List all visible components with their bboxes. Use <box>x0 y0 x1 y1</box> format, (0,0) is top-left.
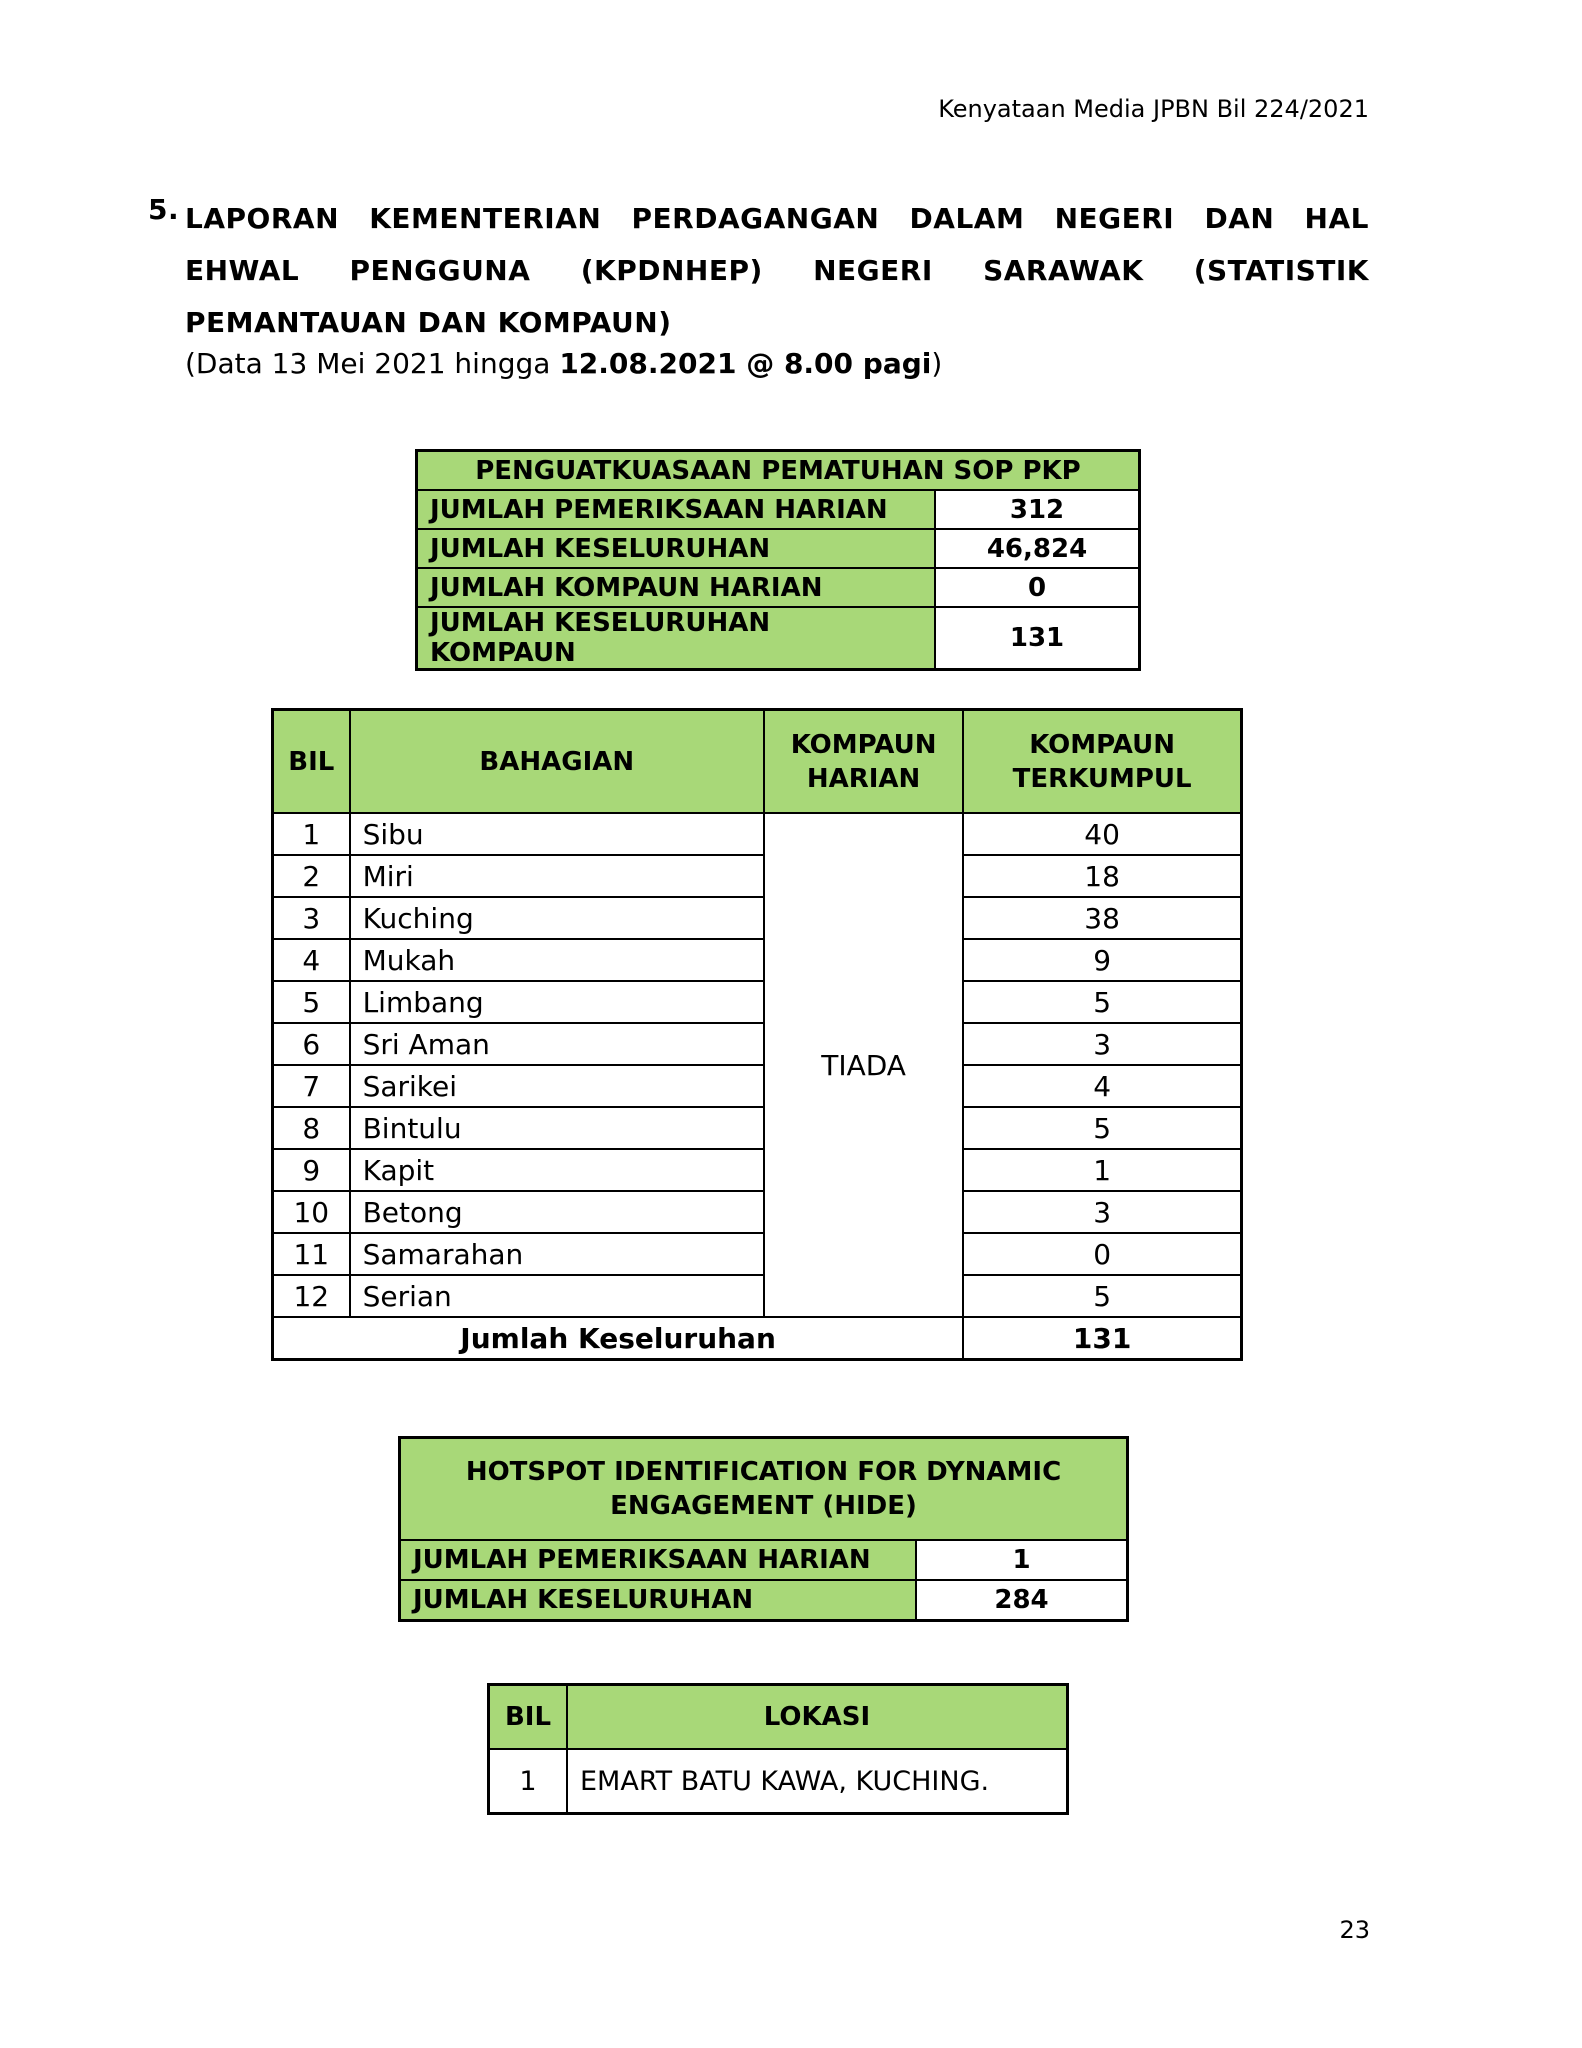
sop-row-value: 131 <box>935 607 1140 670</box>
sop-enforcement-table <box>415 449 1141 671</box>
sop-row-value: 0 <box>935 568 1140 607</box>
hide-row-value: 284 <box>916 1580 1128 1621</box>
cell-terkumpul: 4 <box>963 1065 1241 1107</box>
bahagian-compound-table <box>271 708 1243 1361</box>
cell-terkumpul: 40 <box>963 813 1241 855</box>
cell-bahagian: Betong <box>350 1191 764 1233</box>
subtitle-date: 12.08.2021 @ 8.00 pagi <box>559 347 932 380</box>
table-row <box>273 897 1242 939</box>
cell-terkumpul: 9 <box>963 939 1241 981</box>
page-number: 23 <box>1339 1916 1370 1944</box>
cell-bahagian: Serian <box>350 1275 764 1317</box>
cell-bil: 7 <box>273 1065 350 1107</box>
table-row <box>273 1149 1242 1191</box>
table-row <box>417 529 1140 568</box>
table-row <box>273 813 1242 855</box>
cell-bahagian: Mukah <box>350 939 764 981</box>
cell-bil: 1 <box>489 1749 568 1814</box>
cell-bil: 6 <box>273 1023 350 1065</box>
table-row <box>400 1580 1128 1621</box>
cell-bahagian: Sri Aman <box>350 1023 764 1065</box>
section-number: 5. <box>148 193 180 226</box>
cell-terkumpul: 5 <box>963 1275 1241 1317</box>
cell-bil: 3 <box>273 897 350 939</box>
total-row <box>273 1317 1242 1360</box>
table-row <box>273 981 1242 1023</box>
subtitle-suffix: ) <box>931 347 943 380</box>
table-row <box>273 1023 1242 1065</box>
column-header-lokasi: LOKASI <box>567 1685 1068 1750</box>
hide-row-value: 1 <box>916 1540 1128 1580</box>
cell-bil: 8 <box>273 1107 350 1149</box>
cell-terkumpul: 38 <box>963 897 1241 939</box>
total-label: Jumlah Keseluruhan <box>273 1317 964 1360</box>
title-line: HOTSPOT IDENTIFICATION FOR DYNAMIC <box>465 1457 1062 1487</box>
table-row <box>273 1107 1242 1149</box>
table-row <box>400 1540 1128 1580</box>
table-header-row <box>273 710 1242 814</box>
table-row <box>273 939 1242 981</box>
table-row <box>417 490 1140 529</box>
column-header-bahagian: BAHAGIAN <box>350 710 764 814</box>
sop-row-value: 312 <box>935 490 1140 529</box>
title-line: ENGAGEMENT (HIDE) <box>610 1491 917 1521</box>
sop-table-title: PENGUATKUASAAN PEMATUHAN SOP PKP <box>417 451 1140 491</box>
column-header-bil: BIL <box>273 710 350 814</box>
cell-bil: 12 <box>273 1275 350 1317</box>
cell-terkumpul: 0 <box>963 1233 1241 1275</box>
cell-lokasi: EMART BATU KAWA, KUCHING. <box>567 1749 1068 1814</box>
table-row <box>273 1275 1242 1317</box>
cell-bahagian: Samarahan <box>350 1233 764 1275</box>
cell-bil: 5 <box>273 981 350 1023</box>
cell-bahagian: Kuching <box>350 897 764 939</box>
table-row <box>273 1191 1242 1233</box>
header-line: KOMPAUN <box>1029 729 1176 760</box>
sop-row-label: JUMLAH KESELURUHAN <box>417 529 936 568</box>
cell-bil: 10 <box>273 1191 350 1233</box>
header-line: KOMPAUN <box>790 729 937 760</box>
cell-bil: 11 <box>273 1233 350 1275</box>
cell-bahagian: Sarikei <box>350 1065 764 1107</box>
cell-terkumpul: 3 <box>963 1023 1241 1065</box>
hide-table <box>398 1436 1129 1622</box>
header-line: HARIAN <box>806 763 921 794</box>
hide-table-title <box>400 1438 1128 1541</box>
sop-row-label: JUMLAH KESELURUHAN KOMPAUN <box>417 607 936 670</box>
cell-bahagian: Miri <box>350 855 764 897</box>
sop-row-label: JUMLAH KOMPAUN HARIAN <box>417 568 936 607</box>
total-value: 131 <box>963 1317 1241 1360</box>
cell-kompaun-harian: TIADA <box>764 813 963 1317</box>
table-row <box>417 568 1140 607</box>
cell-bil: 2 <box>273 855 350 897</box>
cell-bil: 9 <box>273 1149 350 1191</box>
hide-row-label: JUMLAH KESELURUHAN <box>400 1580 917 1621</box>
column-header-kompaun-terkumpul <box>963 710 1241 814</box>
cell-bahagian: Limbang <box>350 981 764 1023</box>
cell-terkumpul: 1 <box>963 1149 1241 1191</box>
cell-terkumpul: 3 <box>963 1191 1241 1233</box>
document-header: Kenyataan Media JPBN Bil 224/2021 <box>938 95 1369 123</box>
cell-bahagian: Bintulu <box>350 1107 764 1149</box>
hide-row-label: JUMLAH PEMERIKSAAN HARIAN <box>400 1540 917 1580</box>
section-title: LAPORAN KEMENTERIAN PERDAGANGAN DALAM NEGERI DAN HAL EHWAL PENGGUNA (KPDNHEP) NEGERI SARAWAK (STATISTIK PEMANTAUAN DAN KOMPAUN) <box>185 202 1369 339</box>
cell-bahagian: Sibu <box>350 813 764 855</box>
cell-bahagian: Kapit <box>350 1149 764 1191</box>
sop-row-label: JUMLAH PEMERIKSAAN HARIAN <box>417 490 936 529</box>
subtitle-prefix: (Data 13 Mei 2021 hingga <box>185 347 560 380</box>
column-header-bil: BIL <box>489 1685 568 1750</box>
table-row <box>273 1065 1242 1107</box>
cell-bil: 1 <box>273 813 350 855</box>
table-row <box>273 855 1242 897</box>
table-row <box>273 1233 1242 1275</box>
sop-row-value: 46,824 <box>935 529 1140 568</box>
cell-terkumpul: 5 <box>963 1107 1241 1149</box>
section-subtitle <box>185 344 942 384</box>
cell-terkumpul: 5 <box>963 981 1241 1023</box>
location-table <box>487 1683 1069 1815</box>
cell-terkumpul: 18 <box>963 855 1241 897</box>
header-line: TERKUMPUL <box>1012 763 1192 794</box>
column-header-kompaun-harian <box>764 710 963 814</box>
cell-bil: 4 <box>273 939 350 981</box>
table-row <box>417 607 1140 670</box>
table-header-row <box>489 1685 1068 1750</box>
table-row <box>489 1749 1068 1814</box>
